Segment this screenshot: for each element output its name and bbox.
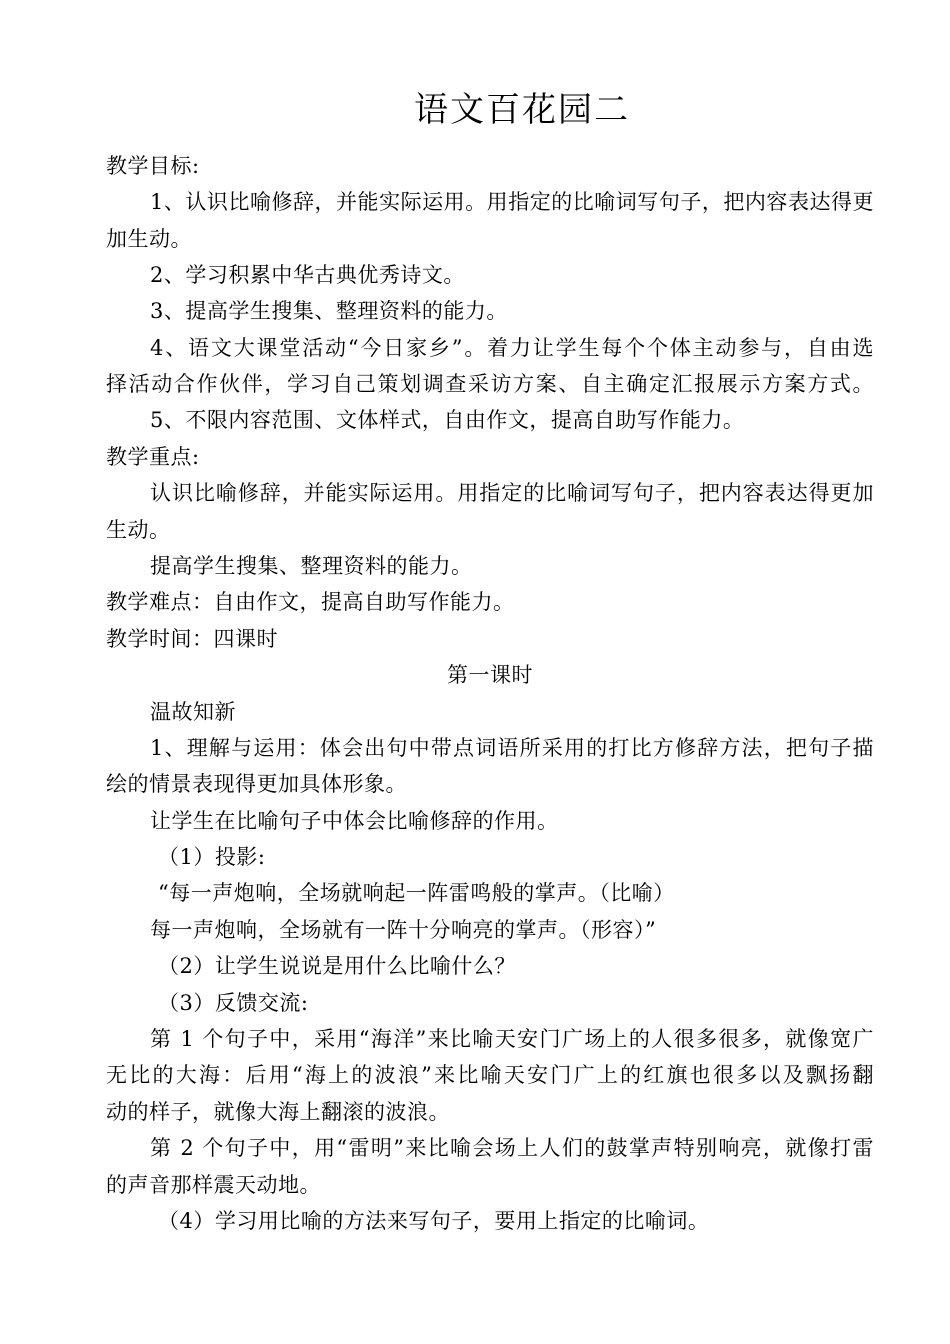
section-heading-difficulty: 教学难点：自由作文，提高自助写作能力。: [106, 590, 515, 614]
document-title: 语文百花园二: [414, 90, 630, 130]
paragraph-line: 让学生在比喻句子中体会比喻修辞的作用。: [150, 809, 559, 833]
paragraph-line: （3）反馈交流:: [158, 991, 309, 1015]
paragraph-line: 第 2 个句子中，用“雷明”来比喻会场上人们的鼓掌声特别响亮，就像打雷: [150, 1136, 874, 1160]
paragraph-line: 择活动合作伙伴，学习自己策划调查采访方案、自主确定汇报展示方案方式。: [106, 372, 874, 396]
paragraph-line: 4、语文大课堂活动“今日家乡”。着力让学生每个个体主动参与，自由选: [150, 336, 874, 360]
paragraph-line: 绘的情景表现得更加具体形象。: [106, 772, 407, 796]
paragraph-line: （4）学习用比喻的方法来写句子，要用上指定的比喻词。: [158, 1209, 710, 1233]
paragraph-line: 1、理解与运用：体会出句中带点词语所采用的打比方修辞方法，把句子描: [150, 736, 874, 760]
paragraph-line: （1）投影:: [158, 845, 266, 869]
section-heading-time: 教学时间：四课时: [106, 627, 278, 651]
section-heading-objectives: 教学目标:: [106, 154, 200, 178]
paragraph-line: 5、不限内容范围、文体样式，自由作文，提高自助写作能力。: [150, 408, 745, 432]
paragraph-line: （2）让学生说说是用什么比喻什么？: [158, 954, 516, 978]
quote-line: “每一声炮响，全场就响起一阵雷鸣般的掌声。（比喻）: [158, 881, 675, 905]
subsection-heading: 温故知新: [150, 700, 236, 724]
paragraph-line: 无比的大海：后用“海上的波浪”来比喻天安门广上的红旗也很多以及飘扬翻: [106, 1063, 874, 1087]
paragraph-line: 认识比喻修辞，并能实际运用。用指定的比喻词写句子，把内容表达得更加: [150, 481, 874, 505]
paragraph-line: 生动。: [106, 518, 171, 542]
paragraph-line: 3、提高学生搜集、整理资料的能力。: [150, 299, 508, 323]
paragraph-line: 加生动。: [106, 227, 192, 251]
paragraph-line: 2、学习积累中华古典优秀诗文。: [150, 263, 465, 287]
paragraph-line: 的声音那样震天动地。: [106, 1173, 321, 1197]
paragraph-line: 1、认识比喻修辞，并能实际运用。用指定的比喻词写句子，把内容表达得更: [150, 190, 874, 214]
paragraph-line: 第 1 个句子中，采用“海洋”来比喻天安门广场上的人很多很多，就像宽广: [150, 1027, 874, 1051]
paragraph-line: 动的样子，就像大海上翻滚的波浪。: [106, 1100, 450, 1124]
lesson-heading: 第一课时: [447, 663, 533, 687]
quote-line: 每一声炮响，全场就有一阵十分响亮的掌声。（形容）”: [150, 918, 657, 942]
paragraph-line: 提高学生搜集、整理资料的能力。: [150, 554, 473, 578]
section-heading-focus: 教学重点:: [106, 445, 200, 469]
